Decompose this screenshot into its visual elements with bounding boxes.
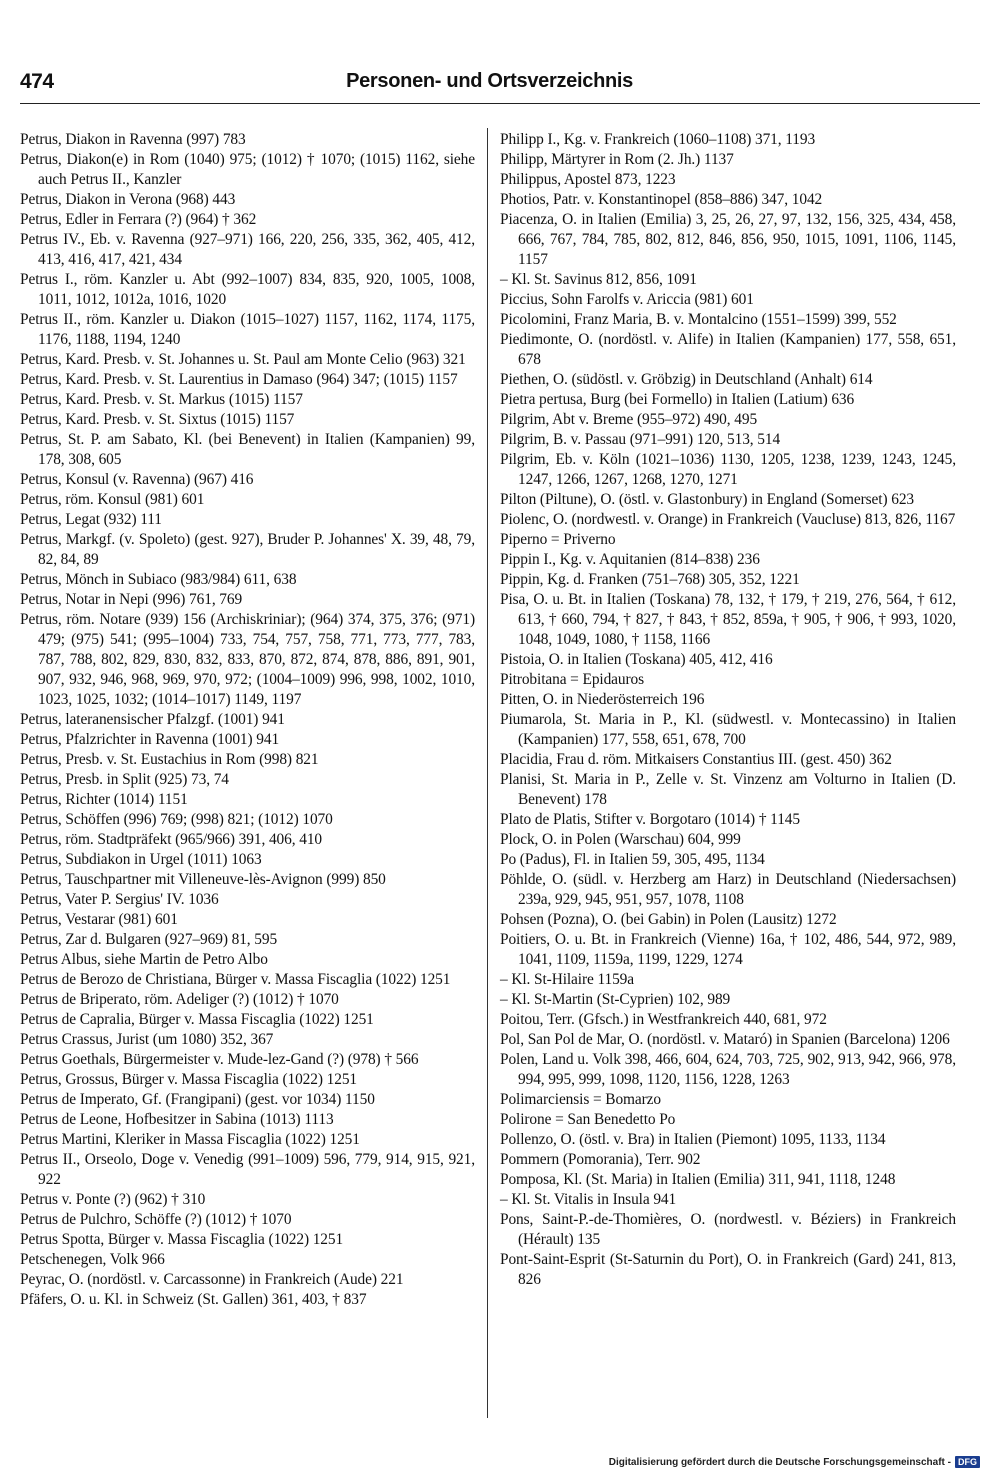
index-entry: Polen, Land u. Volk 398, 466, 604, 624, 703, 725, 902, 913, 942, 966, 978, 994, 995, 999, 1098, 1120, 1156, 1228, 1263 <box>500 1051 956 1088</box>
index-entry: Petrus, röm. Notare (939) 156 (Archiskriniar); (964) 374, 375, 376; (971) 479; (975) 541; (995–1004) 733, 754, 757, 758, 771, 773, 777, 783, 787, 788, 802, 829, 830, 832, 833, 870, 872, 874, 878, 886, 891, 901, 907, 932, 946, 968, 969, 970, 972; (1004–1009) 996, 998, 1002, 1010, 1023, 1025, 1032; (1014–1017) 1149, 1197 <box>20 611 475 708</box>
index-entry: Petrus, röm. Konsul (981) 601 <box>20 491 205 508</box>
index-entry: Peyrac, O. (nordöstl. v. Carcassonne) in Frankreich (Aude) 221 <box>20 1271 404 1288</box>
index-entry: Pitrobitana = Epidauros <box>500 671 645 688</box>
index-entry: Pommern (Pomorania), Terr. 902 <box>500 1151 701 1168</box>
page-header <box>20 70 980 100</box>
column-divider <box>487 128 488 1418</box>
index-entry: Placidia, Frau d. röm. Mitkaisers Constantius III. (gest. 450) 362 <box>500 751 892 768</box>
index-entry: Petrus, Mönch in Subiaco (983/984) 611, 638 <box>20 571 297 588</box>
index-entry: Petrus, Notar in Nepi (996) 761, 769 <box>20 591 243 608</box>
index-entry: Pilgrim, Abt v. Breme (955–972) 490, 495 <box>500 411 758 428</box>
index-entry: – Kl. St-Martin (St-Cyprien) 102, 989 <box>500 991 731 1008</box>
index-entry: Petrus Martini, Kleriker in Massa Fiscaglia (1022) 1251 <box>20 1131 360 1148</box>
index-entry: Petschenegen, Volk 966 <box>20 1251 165 1268</box>
index-entry: Petrus, St. P. am Sabato, Kl. (bei Benevent) in Italien (Kampanien) 99, 178, 308, 605 <box>20 431 475 468</box>
index-entry: Petrus v. Ponte (?) (962) † 310 <box>20 1191 206 1208</box>
index-entry: Po (Padus), Fl. in Italien 59, 305, 495, 1134 <box>500 851 765 868</box>
index-entry: Pilgrim, Eb. v. Köln (1021–1036) 1130, 1205, 1238, 1239, 1243, 1245, 1247, 1266, 1267, 1268, 1270, 1271 <box>500 451 956 488</box>
index-entry: Philipp, Märtyrer in Rom (2. Jh.) 1137 <box>500 151 734 168</box>
index-entry: Petrus, lateranensischer Pfalzgf. (1001) 941 <box>20 711 285 728</box>
header-rule <box>20 103 980 104</box>
index-entry: Plock, O. in Polen (Warschau) 604, 999 <box>500 831 741 848</box>
page-title: Personen- und Ortsverzeichnis <box>346 70 633 92</box>
index-entry: Petrus de Capralia, Bürger v. Massa Fiscaglia (1022) 1251 <box>20 1011 374 1028</box>
index-entry: Petrus, Richter (1014) 1151 <box>20 791 188 808</box>
footer-credit-text: Digitalisierung gefördert durch die Deutsche Forschungsgemeinschaft - <box>608 1456 951 1468</box>
index-entry: Petrus de Imperato, Gf. (Frangipani) (gest. vor 1034) 1150 <box>20 1091 375 1108</box>
index-entry: Petrus, Presb. v. St. Eustachius in Rom (998) 821 <box>20 751 319 768</box>
index-entry: Photios, Patr. v. Konstantinopel (858–886) 347, 1042 <box>500 191 823 208</box>
index-entry: Piedimonte, O. (nordöstl. v. Alife) in Italien (Kampanien) 177, 558, 651, 678 <box>500 331 956 368</box>
index-entry: Petrus, Grossus, Bürger v. Massa Fiscaglia (1022) 1251 <box>20 1071 358 1088</box>
index-entry: Pollenzo, O. (östl. v. Bra) in Italien (Piemont) 1095, 1133, 1134 <box>500 1131 886 1148</box>
index-entry: Pisa, O. u. Bt. in Italien (Toskana) 78, 132, † 179, † 219, 276, 564, † 612, 613, † 660, 794, † 827, † 843, † 852, 859a, † 905, † 906, † 993, 1020, 1048, 1049, 1080, † 1158, 1166 <box>500 591 956 648</box>
dfg-logo: DFG <box>955 1456 980 1468</box>
index-entry: Petrus, Diakon(e) in Rom (1040) 975; (1012) † 1070; (1015) 1162, siehe auch Petrus II., Kanzler <box>20 151 475 188</box>
index-entry: Pietra pertusa, Burg (bei Formello) in Italien (Latium) 636 <box>500 391 855 408</box>
index-entry: Petrus, Zar d. Bulgaren (927–969) 81, 595 <box>20 931 278 948</box>
index-entry: Polirone = San Benedetto Po <box>500 1111 676 1128</box>
index-entry: Petrus, Konsul (v. Ravenna) (967) 416 <box>20 471 254 488</box>
index-entry: Petrus, Edler in Ferrara (?) (964) † 362 <box>20 211 257 228</box>
index-entry: Petrus I., röm. Kanzler u. Abt (992–1007) 834, 835, 920, 1005, 1008, 1011, 1012, 1012a, 1016, 1020 <box>20 271 475 308</box>
index-entry: Petrus, Tauschpartner mit Villeneuve-lès-Avignon (999) 850 <box>20 871 386 888</box>
index-entry: Petrus, Kard. Presb. v. St. Laurentius in Damaso (964) 347; (1015) 1157 <box>20 371 458 388</box>
index-entry: – Kl. St. Savinus 812, 856, 1091 <box>500 271 697 288</box>
index-entry: Pfäfers, O. u. Kl. in Schweiz (St. Gallen) 361, 403, † 837 <box>20 1291 367 1308</box>
index-entry: Piumarola, St. Maria in P., Kl. (südwestl. v. Montecassino) in Italien (Kampanien) 177, 558, 651, 678, 700 <box>500 711 956 748</box>
index-entry: Petrus, Markgf. (v. Spoleto) (gest. 927), Bruder P. Johannes' X. 39, 48, 79, 82, 84, 89 <box>20 531 475 568</box>
index-entry: Petrus, Subdiakon in Urgel (1011) 1063 <box>20 851 262 868</box>
index-entry: Planisi, St. Maria in P., Zelle v. St. Vinzenz am Volturno in Italien (D. Benevent) 178 <box>500 771 956 808</box>
index-entry: Petrus, Pfalzrichter in Ravenna (1001) 941 <box>20 731 280 748</box>
index-entry: Poitou, Terr. (Gfsch.) in Westfrankreich 440, 681, 972 <box>500 1011 827 1028</box>
index-entry: Petrus Albus, siehe Martin de Petro Albo <box>20 951 268 968</box>
index-entry: Plato de Platis, Stifter v. Borgotaro (1014) † 1145 <box>500 811 800 828</box>
index-entry: Pippin I., Kg. v. Aquitanien (814–838) 236 <box>500 551 760 568</box>
index-entry: Pomposa, Kl. (St. Maria) in Italien (Emilia) 311, 941, 1118, 1248 <box>500 1171 896 1188</box>
index-entry: Petrus, röm. Stadtpräfekt (965/966) 391, 406, 410 <box>20 831 323 848</box>
index-entry: Pons, Saint-P.-de-Thomières, O. (nordwestl. v. Béziers) in Frankreich (Hérault) 135 <box>500 1211 956 1248</box>
index-entry: Piccius, Sohn Farolfs v. Ariccia (981) 601 <box>500 291 754 308</box>
index-entry: Petrus Goethals, Bürgermeister v. Mude-lez-Gand (?) (978) † 566 <box>20 1051 419 1068</box>
index-entry: Petrus de Berozo de Christiana, Bürger v. Massa Fiscaglia (1022) 1251 <box>20 971 451 988</box>
index-entry: Petrus II., röm. Kanzler u. Diakon (1015–1027) 1157, 1162, 1174, 1175, 1176, 1188, 1194, 1240 <box>20 311 475 348</box>
index-entry: Piethen, O. (südöstl. v. Gröbzig) in Deutschland (Anhalt) 614 <box>500 371 873 388</box>
index-entry: Petrus de Leone, Hofbesitzer in Sabina (1013) 1113 <box>20 1111 334 1128</box>
index-entry: Pont-Saint-Esprit (St-Saturnin du Port), O. in Frankreich (Gard) 241, 813, 826 <box>500 1251 956 1288</box>
index-entry: Piperno = Priverno <box>500 531 616 548</box>
index-entry: Pistoia, O. in Italien (Toskana) 405, 412, 416 <box>500 651 773 668</box>
index-entry: Petrus, Vestarar (981) 601 <box>20 911 178 928</box>
index-entry: Petrus, Presb. in Split (925) 73, 74 <box>20 771 229 788</box>
index-column-left <box>20 130 475 1310</box>
index-entry: – Kl. St. Vitalis in Insula 941 <box>500 1191 677 1208</box>
index-entry: Petrus Crassus, Jurist (um 1080) 352, 367 <box>20 1031 274 1048</box>
index-entry: Petrus, Vater P. Sergius' IV. 1036 <box>20 891 219 908</box>
index-entry: Petrus, Kard. Presb. v. St. Johannes u. St. Paul am Monte Celio (963) 321 <box>20 351 466 368</box>
index-entry: Petrus II., Orseolo, Doge v. Venedig (991–1009) 596, 779, 914, 915, 921, 922 <box>20 1151 475 1188</box>
index-entry: Petrus, Kard. Presb. v. St. Markus (1015) 1157 <box>20 391 303 408</box>
index-entry: Pilton (Piltune), O. (östl. v. Glastonbury) in England (Somerset) 623 <box>500 491 915 508</box>
index-entry: Piacenza, O. in Italien (Emilia) 3, 25, 26, 27, 97, 132, 156, 325, 434, 458, 666, 767, 784, 785, 802, 812, 846, 856, 950, 1015, 1091, 1106, 1145, 1157 <box>500 211 956 268</box>
index-entry: Piolenc, O. (nordwestl. v. Orange) in Frankreich (Vaucluse) 813, 826, 1167 <box>500 511 956 528</box>
index-entry: Poitiers, O. u. Bt. in Frankreich (Vienne) 16a, † 102, 486, 544, 972, 989, 1041, 1109, 1159a, 1199, 1229, 1274 <box>500 931 956 968</box>
index-entry: Pol, San Pol de Mar, O. (nordöstl. v. Mataró) in Spanien (Barcelona) 1206 <box>500 1031 950 1048</box>
index-entry: Petrus de Briperato, röm. Adeliger (?) (1012) † 1070 <box>20 991 339 1008</box>
index-entry: Petrus, Diakon in Ravenna (997) 783 <box>20 131 246 148</box>
index-entry: Pöhlde, O. (südl. v. Herzberg am Harz) in Deutschland (Niedersachsen) 239a, 929, 945, 951, 957, 1078, 1108 <box>500 871 956 908</box>
index-entry: Pitten, O. in Niederösterreich 196 <box>500 691 705 708</box>
index-entry: Picolomini, Franz Maria, B. v. Montalcino (1551–1599) 399, 552 <box>500 311 897 328</box>
index-entry: Petrus, Schöffen (996) 769; (998) 821; (1012) 1070 <box>20 811 333 828</box>
index-entry: Petrus Spotta, Bürger v. Massa Fiscaglia (1022) 1251 <box>20 1231 344 1248</box>
index-entry: Pippin, Kg. d. Franken (751–768) 305, 352, 1221 <box>500 571 800 588</box>
index-entry: Petrus IV., Eb. v. Ravenna (927–971) 166, 220, 256, 335, 362, 405, 412, 413, 416, 417, 421, 434 <box>20 231 475 268</box>
index-entry: – Kl. St-Hilaire 1159a <box>500 971 635 988</box>
index-entry: Pilgrim, B. v. Passau (971–991) 120, 513, 514 <box>500 431 781 448</box>
index-entry: Petrus, Diakon in Verona (968) 443 <box>20 191 236 208</box>
index-entry: Polimarciensis = Bomarzo <box>500 1091 662 1108</box>
index-entry: Petrus, Kard. Presb. v. St. Sixtus (1015) 1157 <box>20 411 295 428</box>
page-number: 474 <box>20 70 54 93</box>
index-entry: Philippus, Apostel 873, 1223 <box>500 171 676 188</box>
index-entry: Pohsen (Pozna), O. (bei Gabin) in Polen (Lausitz) 1272 <box>500 911 837 928</box>
footer-credit <box>609 1455 980 1469</box>
index-column-right <box>500 130 956 1290</box>
index-entry: Philipp I., Kg. v. Frankreich (1060–1108) 371, 1193 <box>500 131 816 148</box>
index-entry: Petrus, Legat (932) 111 <box>20 511 162 528</box>
index-entry: Petrus de Pulchro, Schöffe (?) (1012) † 1070 <box>20 1211 292 1228</box>
